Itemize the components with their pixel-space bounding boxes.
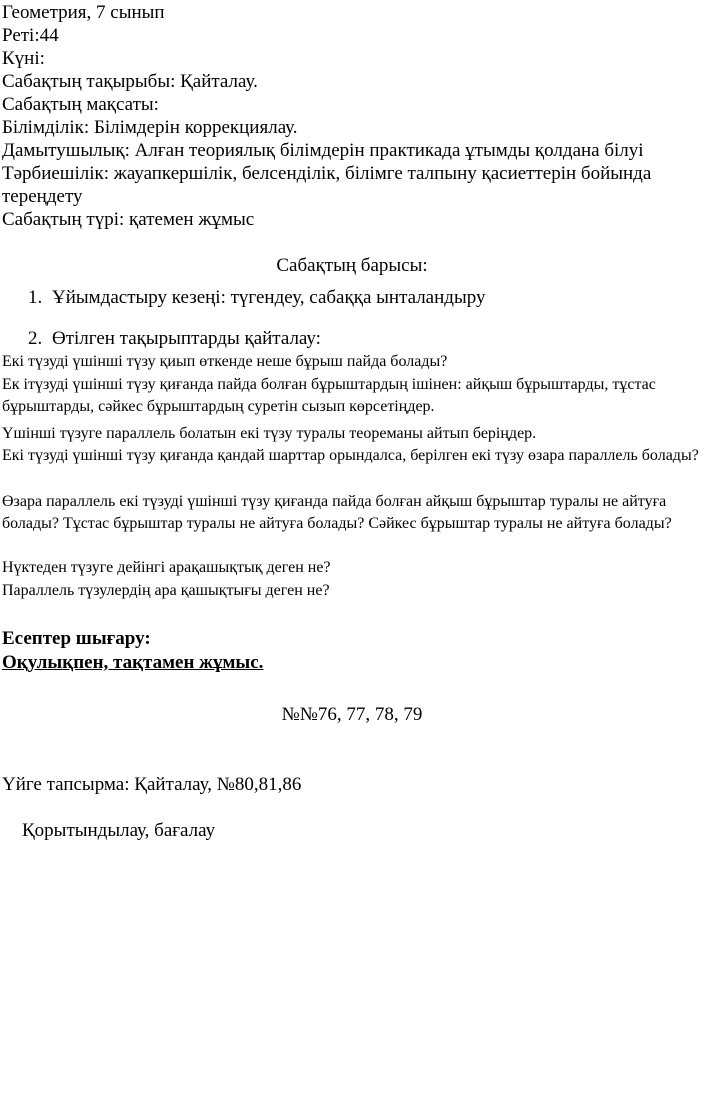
question-item: Үшінші түзуге параллель болатын екі түзу туралы теореманы айтып беріңдер.: [2, 425, 537, 442]
homework-line: Үйге тапсырма: Қайталау, №80,81,86: [2, 774, 302, 795]
problem-numbers: №№76, 77, 78, 79: [281, 704, 423, 725]
lesson-number: Реті:44: [2, 25, 59, 46]
step-text: Өтілген тақырыптарды қайталау:: [52, 328, 321, 349]
upbringing-aim: Тәрбиешілік: жауапкершілік, белсенділік, білімге талпыну қасиеттерін бойында тереңдету: [2, 163, 652, 207]
problems-label: Есептер шығару:: [2, 628, 151, 649]
step-item: [28, 286, 485, 309]
question-item: Нүктеден түзуге дейінгі арақашықтық деген не?: [2, 559, 331, 576]
date-line: Күні:: [2, 48, 45, 69]
work-label: Оқулықпен, тақтамен жұмыс.: [2, 652, 264, 673]
subject-line: Геометрия, 7 сынып: [2, 2, 165, 23]
lesson-type: Сабақтың түрі: қатемен жұмыс: [2, 209, 255, 230]
question-item: Екі түзуді үшінші түзу қиып өткенде неше бұрыш пайда болады?: [2, 353, 448, 370]
educational-aim: Білімділік: Білімдерін коррекциялау.: [2, 117, 298, 138]
step-number: 2.: [28, 328, 43, 349]
step-text: Ұйымдастыру кезеңі: түгендеу, сабаққа ынталандыру: [52, 287, 486, 308]
aim-label: Сабақтың мақсаты:: [2, 94, 159, 115]
question-item: Параллель түзулердің ара қашықтығы деген не?: [2, 582, 330, 599]
developmental-aim: Дамытушылық: Алған теориялық білімдерін практикада ұтымды қолдана білуі: [2, 140, 644, 161]
step-number: 1.: [28, 287, 43, 308]
question-item: Өзара параллель екі түзуді үшінші түзу қиғанда пайда болған айқыш бұрыштар туралы не айтуға болады? Тұстас бұрыштар туралы не айтуға болады? Сәйкес бұрыштар туралы не айтуға болады?: [2, 493, 672, 532]
topic-line: Сабақтың тақырыбы: Қайталау.: [2, 71, 258, 92]
conclusion-line: Қорытындылау, бағалау: [22, 820, 216, 841]
question-item: Ек ітүзуді үшінші түзу қиғанда пайда болған бұрыштардың ішінен: айқыш бұрыштарды, тұстас бұрыштарды, сәйкес бұрыштардың суретін сызып көрсетіңдер.: [2, 376, 656, 415]
step-item: [28, 327, 321, 350]
progress-title: Сабақтың барысы:: [276, 255, 428, 276]
question-item: Екі түзуді үшінші түзу қиғанда қандай шарттар орындалса, берілген екі түзу өзара параллель болады?: [2, 447, 699, 464]
